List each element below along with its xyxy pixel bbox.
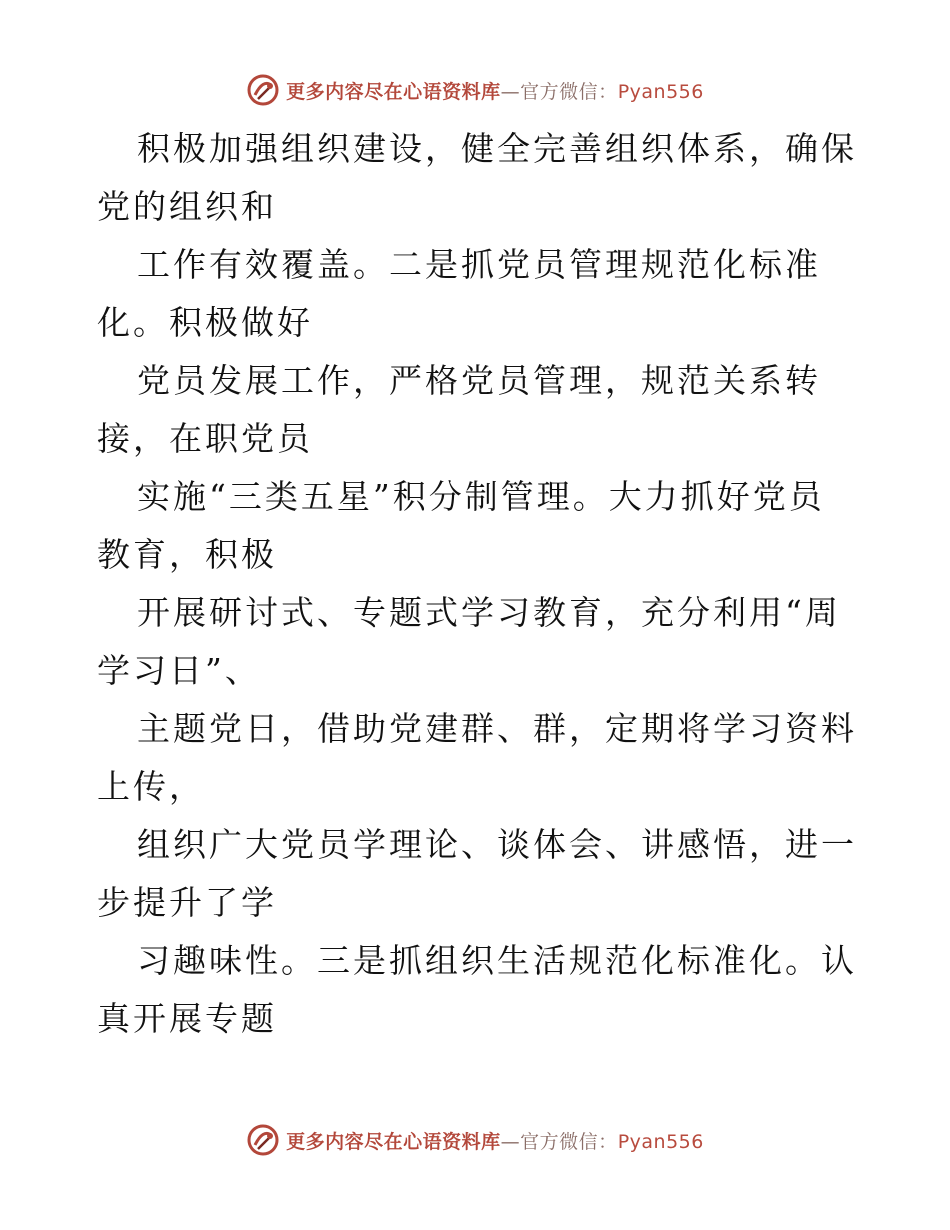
paragraph-line: 组织广大党员学理论、谈体会、讲感悟，进一步提升了学 xyxy=(97,825,857,922)
seal-logo-icon xyxy=(246,73,280,107)
document-body xyxy=(97,120,857,1048)
paragraph-line: 实施“三类五星”积分制管理。大力抓好党员教育，积极 xyxy=(97,477,825,574)
watermark-text: 更多内容尽在心语资料库—官方微信：Pyan556 xyxy=(286,80,704,103)
paragraph-line: 开展研讨式、专题式学习教育，充分利用“周学习日”、 xyxy=(97,593,841,690)
seal-logo-icon xyxy=(246,1123,280,1157)
paragraph-line: 党员发展工作，严格党员管理，规范关系转接，在职党员 xyxy=(97,361,821,458)
paragraph-line: 主题党日，借助党建群、群，定期将学习资料上传， xyxy=(97,709,857,806)
footer-watermark xyxy=(0,1120,950,1160)
watermark-text: 更多内容尽在心语资料库—官方微信：Pyan556 xyxy=(286,1130,704,1153)
paragraph-line: 积极加强组织建设，健全完善组织体系，确保党的组织和 xyxy=(97,129,857,226)
header-watermark xyxy=(0,70,950,110)
paragraph-line: 工作有效覆盖。二是抓党员管理规范化标准化。积极做好 xyxy=(97,245,821,342)
paragraph-line: 习趣味性。三是抓组织生活规范化标准化。认真开展专题 xyxy=(97,941,857,1038)
